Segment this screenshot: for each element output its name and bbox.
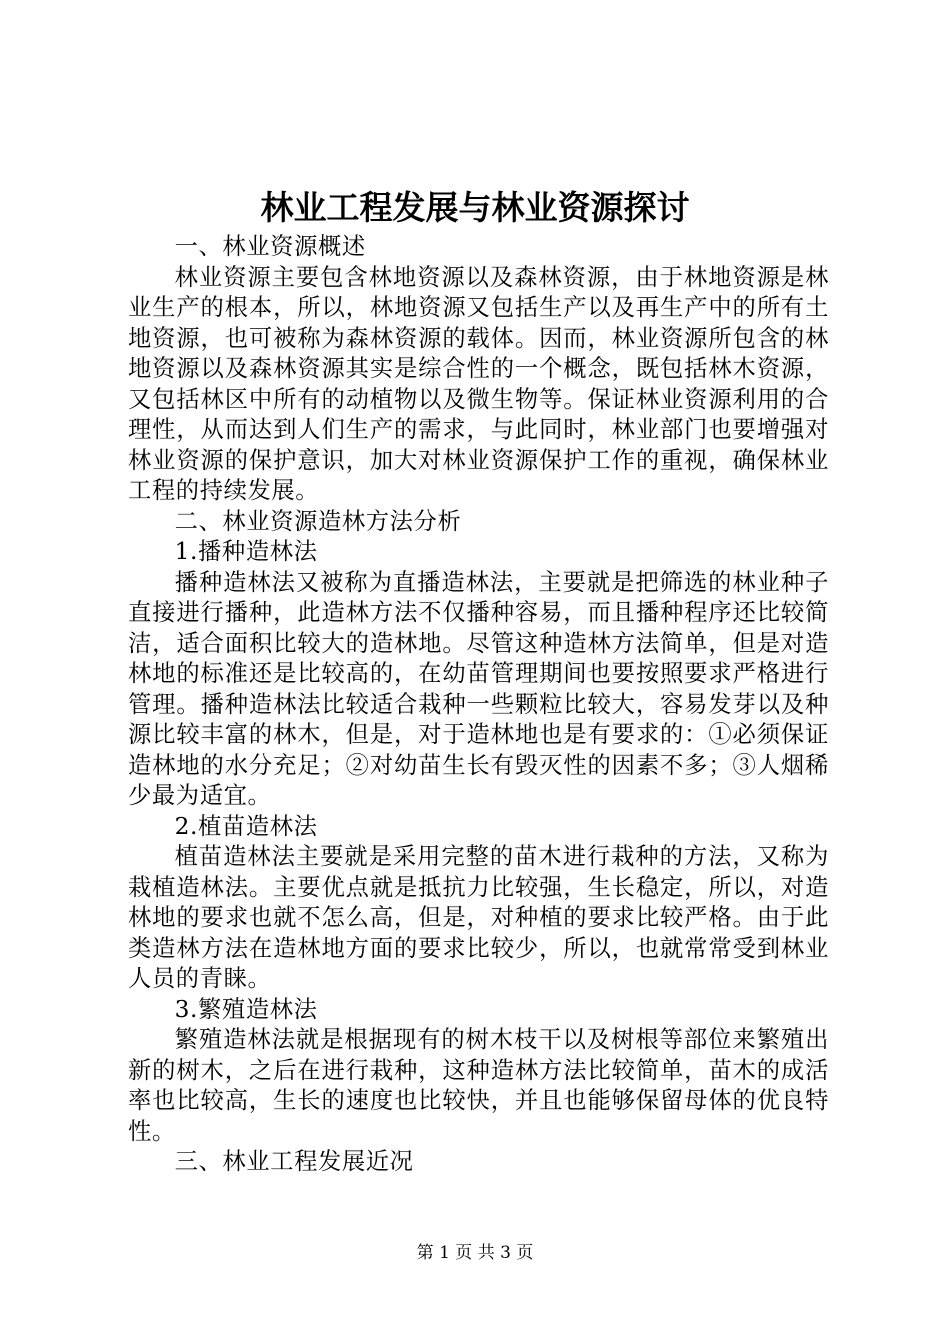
document-body [128,232,829,1178]
page-footer: 第 1 页 共 3 页 [416,1243,534,1263]
section-heading-methods: 二、林业资源造林方法分析 [174,507,462,535]
paragraph-planting: 植苗造林法主要就是采用完整的苗木进行栽种的方法，又称为栽植造林法。主要优点就是抵抗力比较强，生长稳定，所以，对造林地的要求也就不怎么高，但是，对种植的要求比较严格。由于此类造林方法在造林地方面的要求比较少，所以，也就常常受到林业人员的青睐。 [128,843,829,992]
subsection-heading-planting: 2.植苗造林法 [174,812,318,840]
document-title: 林业工程发展与林业资源探讨 [260,188,690,227]
section-heading-overview: 一、林业资源概述 [174,233,366,260]
paragraph-sowing: 播种造林法又被称为直播造林法，主要就是把筛选的林业种子直接进行播种，此造林方法不仅播种容易，而且播种程序还比较简洁，适合面积比较大的造林地。尽管这种造林方法简单，但是对造林地的标准还是比较高的，在幼苗管理期间也要按照要求严格进行管理。播种造林法比较适合栽种一些颗粒比较大，容易发芽以及种源比较丰富的林木，但是，对于造林地也是有要求的：①必须保证造林地的水分充足；②对幼苗生长有毁灭性的因素不多；③人烟稀少最为适宜。 [128,568,829,809]
subsection-heading-sowing: 1.播种造林法 [174,538,318,565]
paragraph-propagation: 繁殖造林法就是根据现有的树木枝干以及树根等部位来繁殖出新的树木，之后在进行栽种，这种造林方法比较简单，苗木的成活率也比较高，生长的速度也比较快，并且也能够保留母体的优良特性。 [128,1026,829,1145]
subsection-heading-propagation: 3.繁殖造林法 [174,995,318,1023]
paragraph-overview: 林业资源主要包含林地资源以及森林资源，由于林地资源是林业生产的根本，所以，林地资源又包括生产以及再生产中的所有土地资源，也可被称为森林资源的载体。因而，林业资源所包含的林地资源以及森林资源其实是综合性的一个概念，既包括林木资源，又包括林区中所有的动植物以及微生物等。保证林业资源利用的合理性，从而达到人们生产的需求，与此同时，林业部门也要增强对林业资源的保护意识，加大对林业资源保护工作的重视，确保林业工程的持续发展。 [128,263,829,504]
section-heading-development: 三、林业工程发展近况 [174,1148,414,1175]
